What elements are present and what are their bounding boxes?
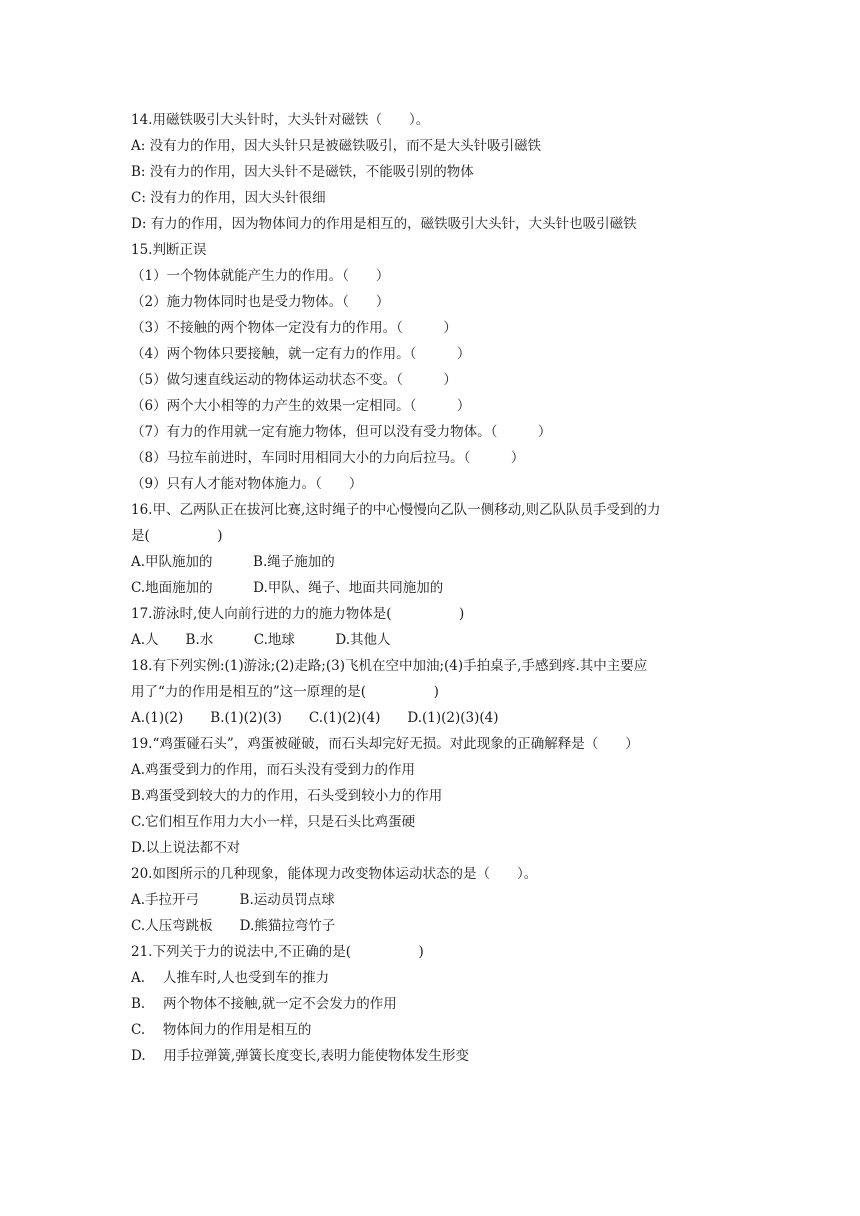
question-stem: 14.用磁铁吸引大头针时，大头针对磁铁（ ）。 <box>131 112 430 128</box>
option-row: A.手拉开弓 B.运动员罚点球 <box>131 892 335 908</box>
question-stem: 20.如图所示的几种现象，能体现力改变物体运动状态的是（ ）。 <box>131 866 538 882</box>
option-row: A.人 B.水 C.地球 D.其他人 <box>131 632 391 648</box>
option-row: A.甲队施加的 B.绳子施加的 <box>131 554 335 570</box>
option-b: B: 没有力的作用，因大头针不是磁铁，不能吸引别的物体 <box>131 164 474 180</box>
option-row: C.地面施加的 D.甲队、绳子、地面共同施加的 <box>131 580 444 596</box>
option-b: B. 两个物体不接触,就一定不会发力的作用 <box>131 996 397 1012</box>
option-row: C.人压弯跳板 D.熊猫拉弯竹子 <box>131 918 336 934</box>
option-c: C.它们相互作用力大小一样，只是石头比鸡蛋硬 <box>131 814 416 830</box>
option-c: C: 没有力的作用，因大头针很细 <box>131 190 326 206</box>
question-21 <box>131 939 741 1069</box>
question-20 <box>131 861 741 939</box>
judge-item: （5）做匀速直线运动的物体运动状态不变。（ ） <box>131 372 457 388</box>
question-stem: 19.“鸡蛋碰石头”，鸡蛋被碰破，而石头却完好无损。对此现象的正确解释是（ ） <box>131 736 639 752</box>
judge-item: （7）有力的作用就一定有施力物体，但可以没有受力物体。（ ） <box>131 424 552 440</box>
option-d: D. 用手拉弹簧,弹簧长度变长,表明力能使物体发生形变 <box>131 1048 470 1064</box>
option-a: A.鸡蛋受到力的作用，而石头没有受到力的作用 <box>131 762 416 778</box>
question-stem-continued: 是( ) <box>131 528 223 544</box>
question-stem: 21.下列关于力的说法中,不正确的是( ) <box>131 944 424 960</box>
option-a: A. 人推车时,人也受到车的推力 <box>131 970 330 986</box>
question-stem: 15.判断正误 <box>131 242 207 258</box>
option-d: D: 有力的作用，因为物体间力的作用是相互的，磁铁吸引大头针，大头针也吸引磁铁 <box>131 216 637 232</box>
judge-item: （6）两个大小相等的力产生的效果一定相同。（ ） <box>131 398 471 414</box>
question-14 <box>131 107 741 237</box>
question-15 <box>131 237 741 497</box>
option-c: C. 物体间力的作用是相互的 <box>131 1022 312 1038</box>
document-page <box>131 107 741 1069</box>
question-stem: 18.有下列实例:(1)游泳;(2)走路;(3)飞机在空中加油;(4)手拍桌子,手感到疼.其中主要应 <box>131 658 648 674</box>
judge-item: （4）两个物体只要接触，就一定有力的作用。（ ） <box>131 346 471 362</box>
question-17 <box>131 601 741 653</box>
judge-item: （8）马拉车前进时，车同时用相同大小的力向后拉马。（ ） <box>131 450 525 466</box>
judge-item: （1）一个物体就能产生力的作用。（ ） <box>131 268 390 284</box>
question-19 <box>131 731 741 861</box>
option-d: D.以上说法都不对 <box>131 840 241 856</box>
question-stem: 16.甲、乙两队正在拔河比赛,这时绳子的中心慢慢向乙队一侧移动,则乙队队员手受到的力 <box>131 502 661 518</box>
question-stem-continued: 用了“力的作用是相互的”这一原理的是( ) <box>131 684 439 700</box>
question-16 <box>131 497 741 601</box>
question-stem: 17.游泳时,使人向前行进的力的施力物体是( ) <box>131 606 465 622</box>
judge-item: （9）只有人才能对物体施力。（ ） <box>131 476 363 492</box>
judge-item: （2）施力物体同时也是受力物体。（ ） <box>131 294 390 310</box>
question-18 <box>131 653 741 731</box>
option-b: B.鸡蛋受到较大的力的作用，石头受到较小力的作用 <box>131 788 443 804</box>
option-row: A.(1)(2) B.(1)(2)(3) C.(1)(2)(4) D.(1)(2)(3)(4) <box>131 710 499 726</box>
judge-item: （3）不接触的两个物体一定没有力的作用。（ ） <box>131 320 457 336</box>
option-a: A: 没有力的作用，因大头针只是被磁铁吸引，而不是大头针吸引磁铁 <box>131 138 542 154</box>
